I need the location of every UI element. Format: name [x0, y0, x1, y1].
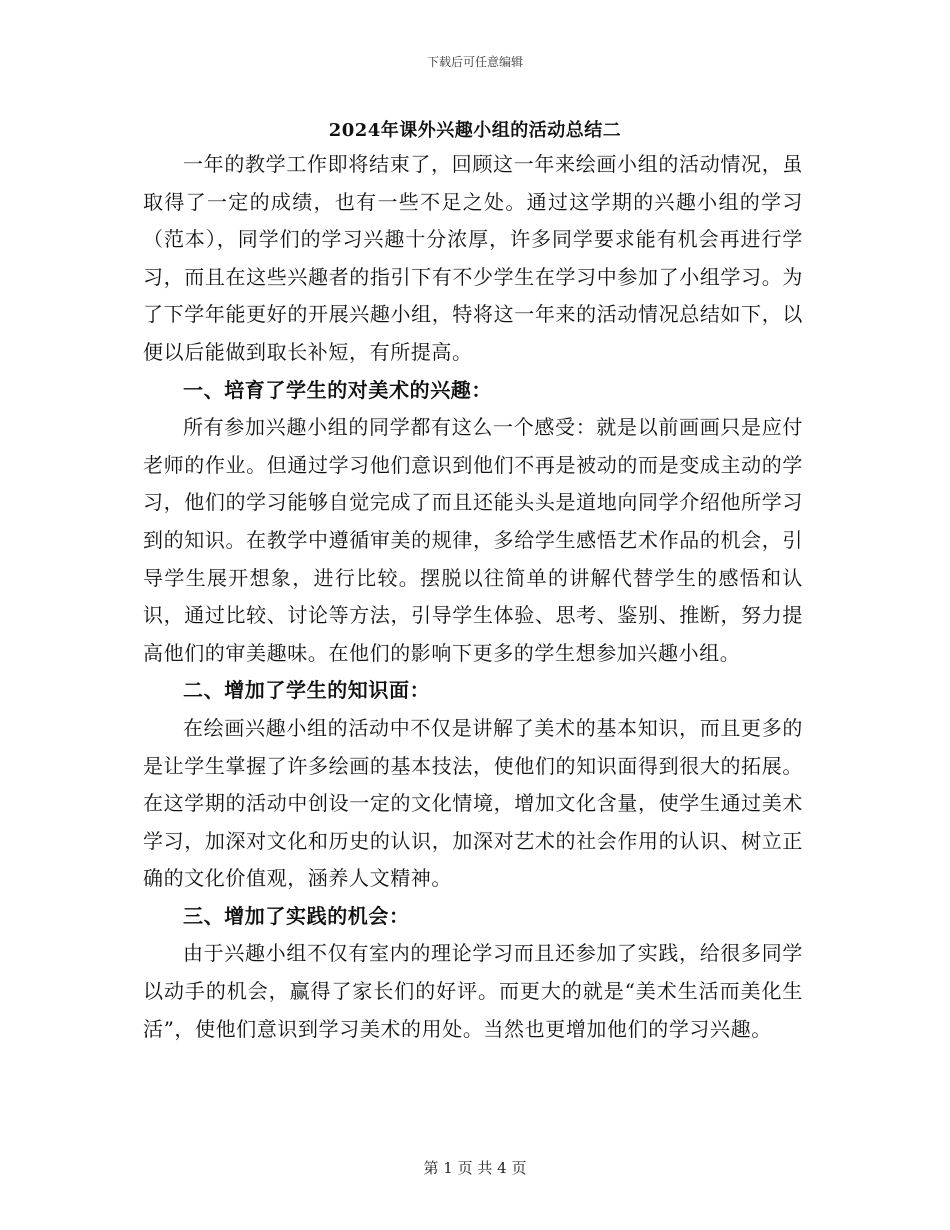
section-heading-interest: 一、培育了学生的对美术的兴趣： — [183, 377, 492, 402]
document-title: 2024年课外兴趣小组的活动总结二 — [328, 120, 622, 141]
page-number: 第 1 页 共 4 页 — [423, 1159, 527, 1177]
section-paragraph-knowledge: 在绘画兴趣小组的活动中不仅是讲解了美术的基本知识，而且更多的是让学生掌握了许多绘画的基本技法，使他们的知识面得到很大的拓展。在这学期的活动中创设一定的文化情境，增加文化含量，使学生通过美术学习，加深对文化和历史的认识，加深对艺术的社会作用的认识、树立正确的文化价值观，涵养人文精神。 — [143, 715, 803, 891]
page-header-note: 下载后可任意编辑 — [426, 55, 523, 69]
section-heading-practice: 三、增加了实践的机会： — [183, 903, 410, 928]
section-paragraph-practice: 由于兴趣小组不仅有室内的理论学习而且还参加了实践，给很多同学以动手的机会，赢得了家长们的好评。而更大的就是“美术生活而美化生活”，使他们意识到学习美术的用处。当然也更增加他们的学习兴趣。 — [143, 941, 803, 1041]
document-body — [143, 146, 803, 1048]
section-paragraph-interest: 所有参加兴趣小组的同学都有这么一个感受：就是以前画画只是应付老师的作业。但通过学习他们意识到他们不再是被动的而是变成主动的学习，他们的学习能够自觉完成了而且还能头头是道地向同学介绍他所学习到的知识。在教学中遵循审美的规律，多给学生感悟艺术作品的机会，引导学生展开想象，进行比较。摆脱以往简单的讲解代替学生的感悟和认识，通过比较、讨论等方法，引导学生体验、思考、鉴别、推断，努力提高他们的审美趣味。在他们的影响下更多的学生想参加兴趣小组。 — [143, 415, 803, 665]
section-heading-knowledge: 二、增加了学生的知识面： — [183, 678, 431, 703]
intro-paragraph: 一年的教学工作即将结束了，回顾这一年来绘画小组的活动情况，虽取得了一定的成绩，也有一些不足之处。通过这学期的兴趣小组的学习（范本），同学们的学习兴趣十分浓厚，许多同学要求能有机会再进行学习，而且在这些兴趣者的指引下有不少学生在学习中参加了小组学习。为了下学年能更好的开展兴趣小组，特将这一年来的活动情况总结如下，以便以后能做到取长补短，有所提高。 — [143, 152, 803, 364]
